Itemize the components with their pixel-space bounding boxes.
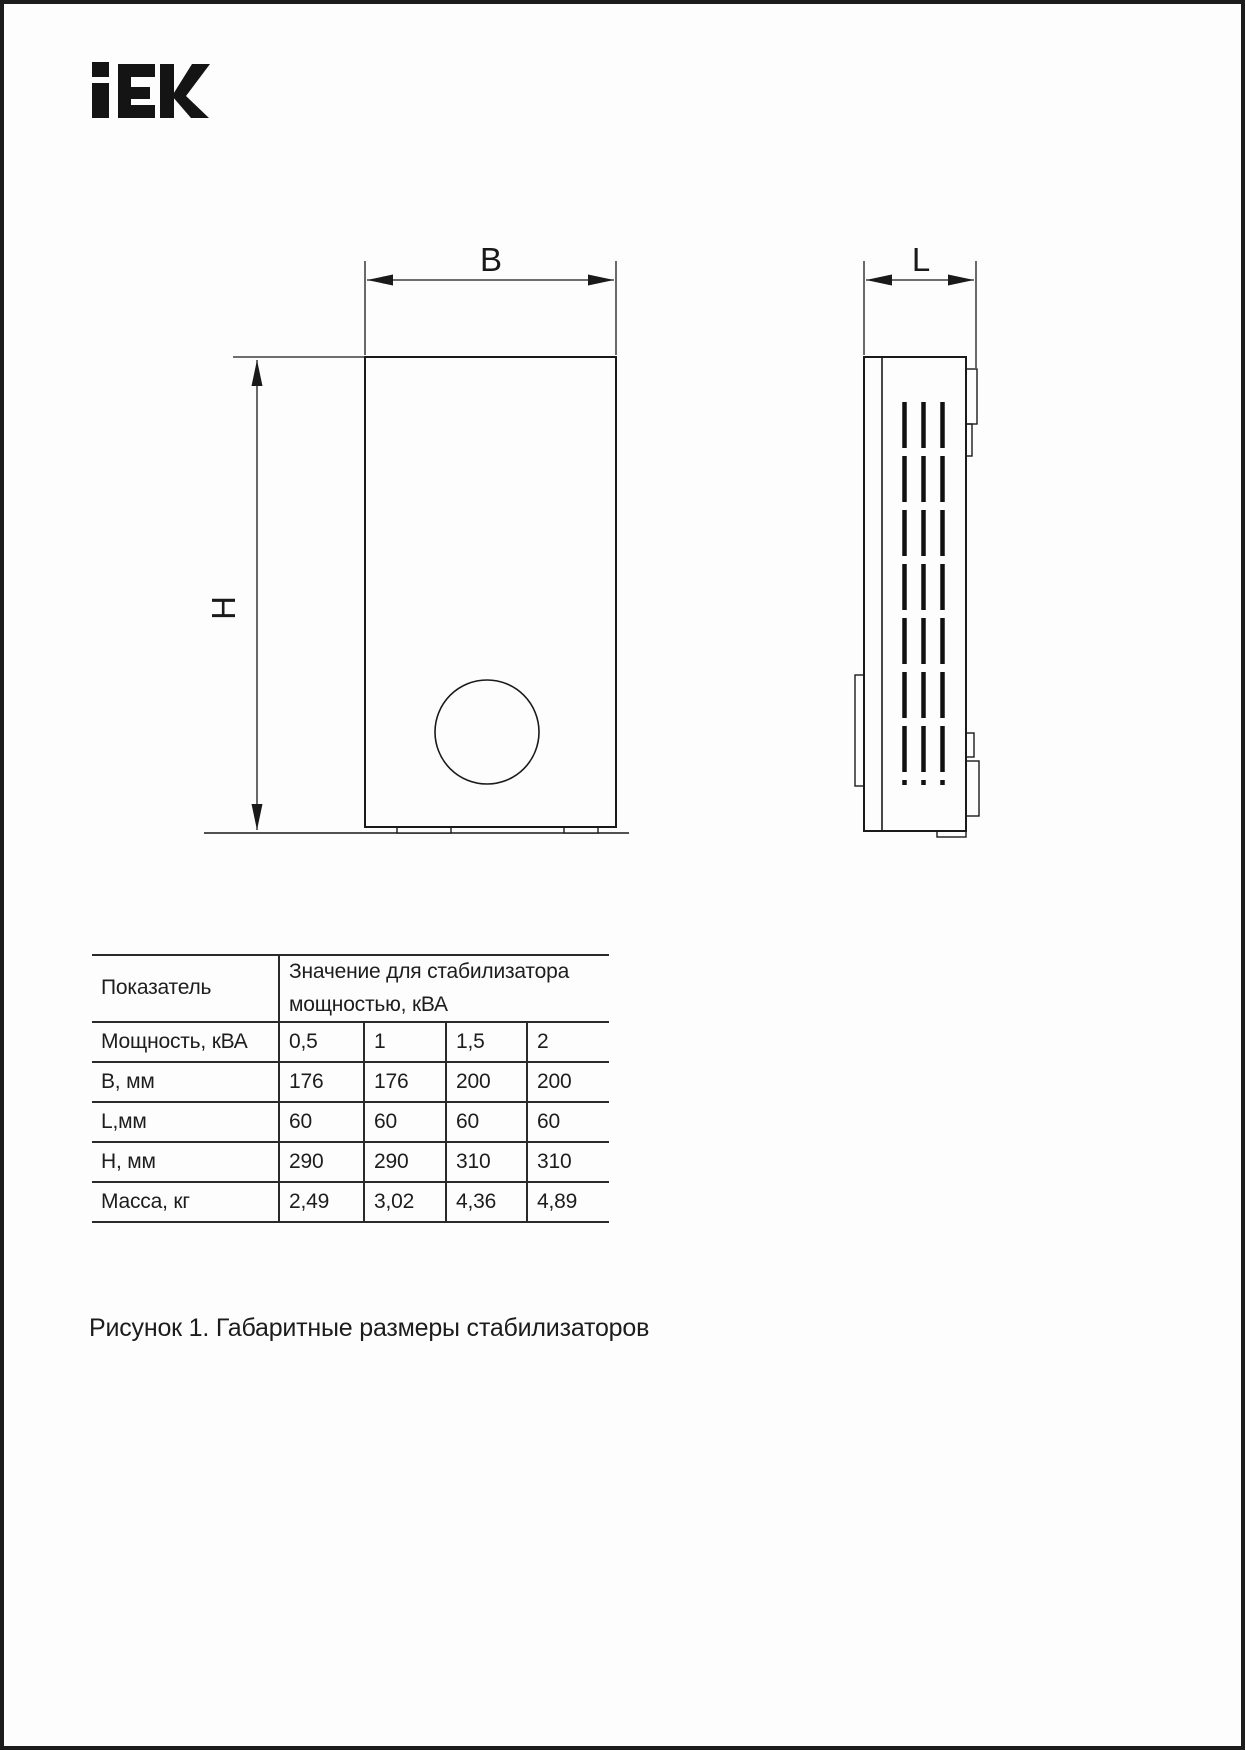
row-label: Масса, кг [92, 1182, 279, 1222]
figure-caption: Рисунок 1. Габаритные размеры стабилизаторов [89, 1314, 650, 1342]
cell: 2 [527, 1022, 609, 1062]
side-tab-top [966, 369, 977, 424]
header-indicator: Показатель [92, 955, 279, 1022]
cell: 60 [446, 1102, 527, 1142]
dimension-h [233, 357, 365, 830]
cell: 290 [279, 1142, 364, 1182]
cell: 4,36 [446, 1182, 527, 1222]
table-row [92, 1182, 609, 1222]
cell: 60 [527, 1102, 609, 1142]
depth-dimension-label: L [911, 241, 931, 278]
cell: 2,49 [279, 1182, 364, 1222]
cell: 290 [364, 1142, 446, 1182]
cell: 0,5 [279, 1022, 364, 1062]
height-dimension-label: H [205, 596, 242, 620]
arrowhead-b-left [367, 275, 393, 286]
spec-table [92, 954, 609, 1223]
front-view [204, 241, 629, 833]
cell: 310 [527, 1142, 609, 1182]
width-dimension-label: B [479, 241, 503, 278]
cell: 60 [279, 1102, 364, 1142]
table-row [92, 1102, 609, 1142]
table-row [92, 1142, 609, 1182]
cell: 176 [364, 1062, 446, 1102]
cell: 176 [279, 1062, 364, 1102]
cell: 3,02 [364, 1182, 446, 1222]
cell: 200 [527, 1062, 609, 1102]
cell: 4,89 [527, 1182, 609, 1222]
arrowhead-l-left [866, 275, 892, 286]
side-body [864, 357, 966, 831]
cell: 1 [364, 1022, 446, 1062]
table-row [92, 1022, 609, 1062]
arrowhead-h-top [252, 360, 263, 386]
round-meter-window [435, 680, 539, 784]
side-left-bracket [855, 675, 864, 786]
cell: 200 [446, 1062, 527, 1102]
table-header-row [92, 955, 609, 1022]
cell: 60 [364, 1102, 446, 1142]
header-values: Значение для стабилизатора мощностью, кВА [279, 955, 609, 1022]
front-body [365, 357, 616, 827]
row-label: Мощность, кВА [92, 1022, 279, 1062]
row-label: В, мм [92, 1062, 279, 1102]
cell: 310 [446, 1142, 527, 1182]
side-tab-bottom-small [966, 733, 974, 757]
row-label: L,мм [92, 1102, 279, 1142]
arrowhead-b-right [588, 275, 614, 286]
arrowhead-h-bottom [252, 804, 263, 830]
row-label: Н, мм [92, 1142, 279, 1182]
cell: 1,5 [446, 1022, 527, 1062]
arrowhead-l-right [948, 275, 974, 286]
table-row [92, 1062, 609, 1102]
side-tab-bottom-large [966, 761, 979, 816]
dimension-drawing [4, 4, 1245, 884]
side-view [855, 241, 979, 837]
